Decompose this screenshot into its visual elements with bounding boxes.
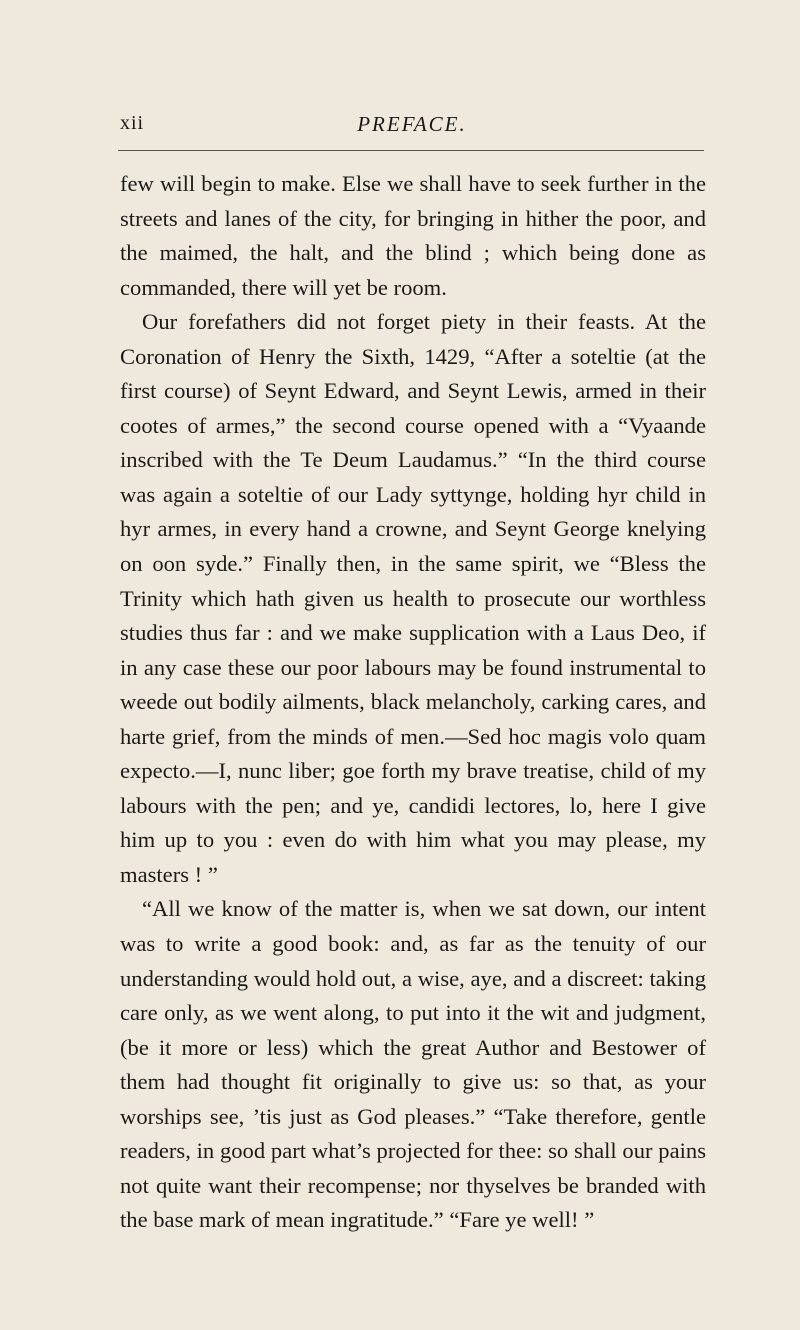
- paragraph-2: Our forefathers did not forget piety in their feasts. At the Coronation of Henry the Sixth, 1429, “After a soteltie (at the first course) of Seynt Edward, and Seynt Lewis, armed in their cootes of armes,” the second course opened with a “Vyaande inscribed with the Te Deum Laudamus.” “In the third course was again a soteltie of our Lady syttynge, holding hyr child in hyr armes, in every hand a crowne, and Seynt George knelying on oon syde.” Finally then, in the same spirit, we “Bless the Trinity which hath given us health to prosecute our worthless studies thus far : and we make supplication with a Laus Deo, if in any case these our poor labours may be found instrumental to weede out bodily ailments, black melancholy, carking cares, and harte grief, from the minds of men.—Sed hoc magis volo quam expecto.—I, nunc liber; goe forth my brave treatise, child of my labours with the pen; and ye, candidi lectores, lo, here I give him up to you : even do with him what you may please, my masters ! ”: [120, 309, 706, 887]
- paragraph-1: few will begin to make. Else we shall have to seek further in the streets and lanes of the city, for bringing in hither the poor, and the maimed, the halt, and the blind ; which being done as commanded, there will yet be room.: [120, 171, 706, 300]
- running-head: PREFACE.: [357, 112, 467, 136]
- page-header: [120, 112, 704, 148]
- paragraph-3: “All we know of the matter is, when we sat down, our intent was to write a good book: and, as far as the tenuity of our understanding would hold out, a wise, aye, and a discreet: taking care only, as we went along, to put into it the wit and judgment, (be it more or less) which the great Author and Bestower of them had thought fit originally to give us: so that, as your worships see, ’tis just as God pleases.” “Take therefore, gentle readers, in good part what’s projected for thee: so shall our pains not quite want their recompense; nor thyselves be branded with the base mark of mean ingratitude.” “Fare ye well! ”: [120, 896, 706, 1233]
- body-text: [120, 167, 706, 1238]
- header-rule: [118, 150, 704, 151]
- page-number: xii: [120, 112, 145, 134]
